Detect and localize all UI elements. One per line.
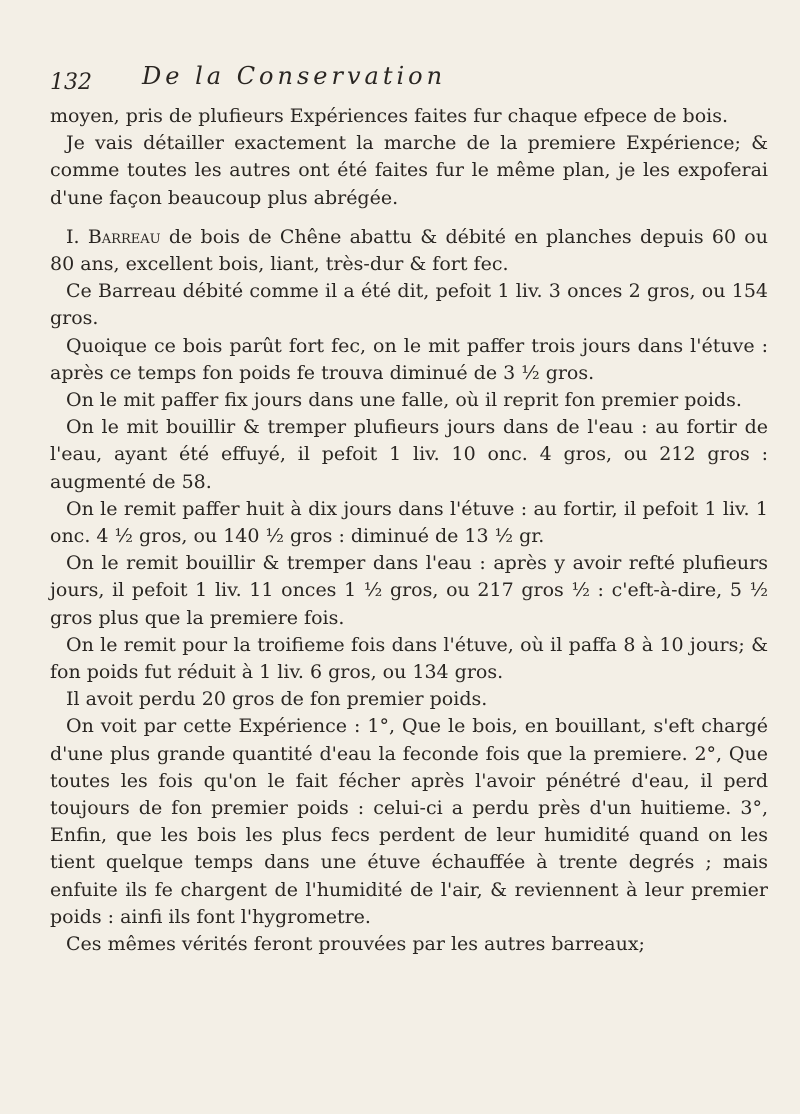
paragraph: Il avoit perdu 20 gros de fon premier poids.	[66, 688, 488, 711]
experiment-heading-paragraph	[50, 224, 768, 278]
paragraph: moyen, pris de plufieurs Expériences faites fur chaque efpece de bois.	[50, 105, 729, 127]
paragraph: On le mit bouillir & tremper plufieurs jours dans de l'eau : au fortir de l'eau, ayant été effuyé, il pefoit 1 liv. 10 onc. 4 gros, ou 212 gros : augmenté de 58.	[50, 416, 768, 493]
page-body	[50, 103, 768, 958]
paragraph: On le remit paffer huit à dix jours dans l'étuve : au fortir, il pefoit 1 liv. 1 onc. 4 ½ gros, ou 140 ½ gros : diminué de 13 ½ gr.	[50, 497, 768, 548]
paragraph: On le remit bouillir & tremper dans l'eau : après y avoir refté plufieurs jours, il pefoit 1 liv. 11 onces 1 ½ gros, ou 217 gros ½ : c'eft-à-dire, 5 ½ gros plus que la premiere fois.	[50, 552, 768, 629]
paragraph: On le remit pour la troifieme fois dans l'étuve, où il paffa 8 à 10 jours; & fon poids fut réduit à 1 liv. 6 gros, ou 134 gros.	[50, 633, 768, 684]
paragraph: Ces mêmes vérités feront prouvées par les autres barreaux;	[66, 933, 645, 956]
page-number: 132	[50, 70, 92, 95]
paragraph: On le mit paffer fix jours dans une falle, où il reprit fon premier poids.	[66, 389, 742, 412]
experiment-label: I. Barreau	[66, 225, 161, 248]
running-title: De la Conservation	[142, 62, 447, 90]
paragraph: Ce Barreau débité comme il a été dit, pefoit 1 liv. 3 onces 2 gros, ou 154 gros.	[50, 280, 768, 330]
paragraph: Quoique ce bois parût fort fec, on le mit paffer trois jours dans l'étuve : après ce temps fon poids fe trouva diminué de 3 ½ gros.	[50, 334, 768, 384]
experiment-description: de bois de Chêne abattu & débité en planches depuis 60 ou 80 ans, excellent bois, liant, très-dur & fort fec.	[50, 225, 768, 276]
paragraph: Je vais détailler exactement la marche de la premiere Expérience; & comme toutes les autres ont été faites fur le même plan, je les expoferai d'une façon beaucoup plus abrégée.	[50, 132, 768, 209]
page-header	[50, 62, 750, 95]
paragraph: On voit par cette Expérience : 1°, Que le bois, en bouillant, s'eft chargé d'une plus grande quantité d'eau la feconde fois que la premiere. 2°, Que toutes les fois qu'on le fait fécher après l'avoir pénétré d'eau, il perd toujours de fon premier poids : celui-ci a perdu près d'un huitieme. 3°, Enfin, que les bois les plus fecs perdent de leur humidité quand on les tient quelque temps dans une étuve échauffée à trente degrés ; mais enfuite ils fe chargent de l'humidité de l'air, & reviennent à leur premier poids : ainfi ils font l'hygrometre.	[50, 715, 768, 928]
